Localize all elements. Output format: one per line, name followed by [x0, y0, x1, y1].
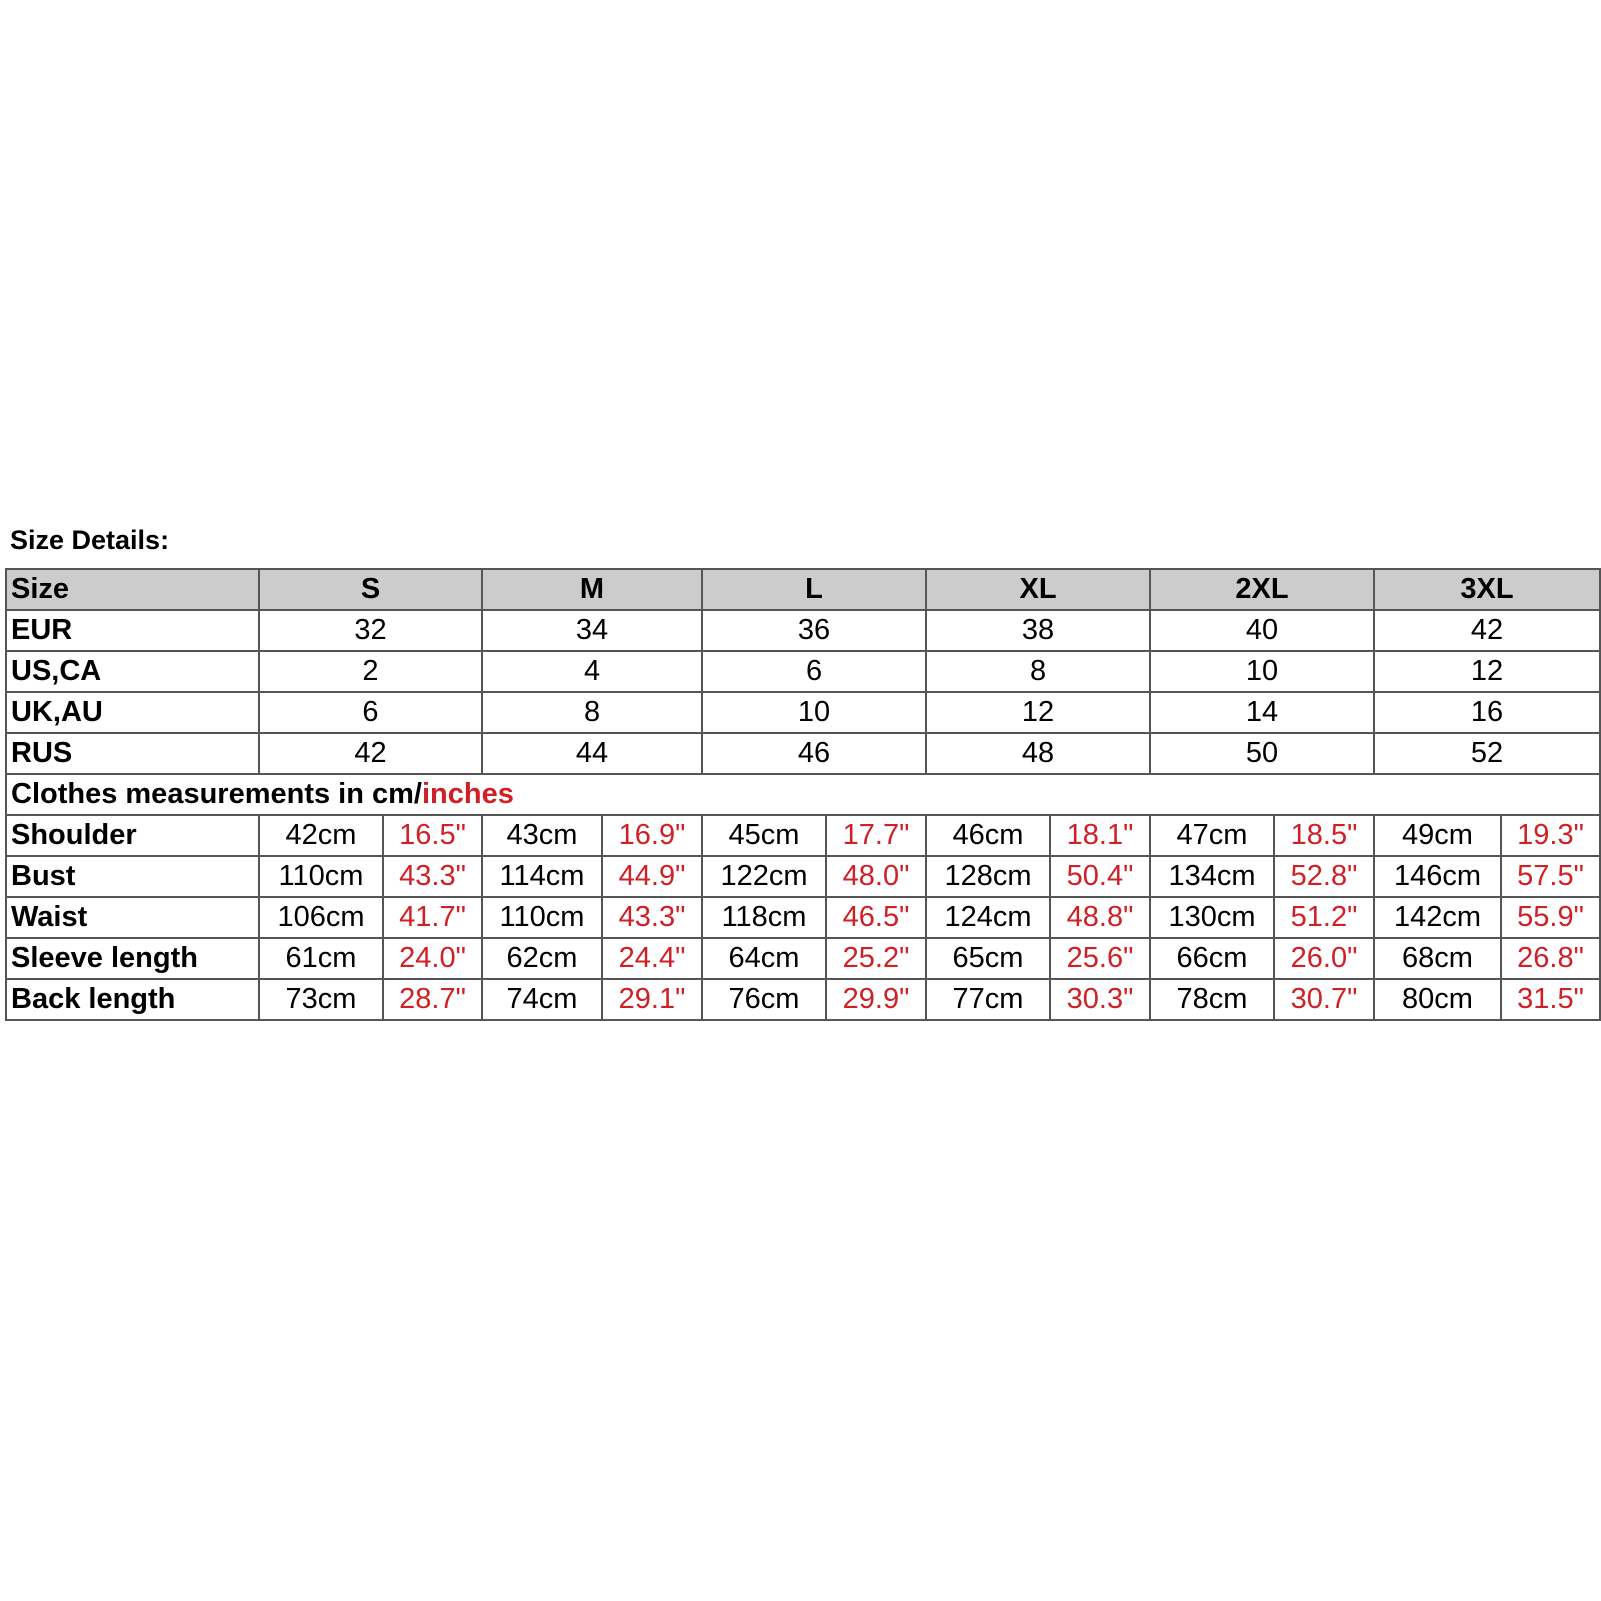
cm-cell: 110cm	[482, 897, 602, 938]
conversion-row	[6, 733, 1600, 774]
row-label: EUR	[6, 610, 259, 651]
conversion-cell: 6	[702, 651, 926, 692]
size-header-s: S	[259, 569, 482, 610]
inch-cell: 25.2"	[826, 938, 926, 979]
row-label: RUS	[6, 733, 259, 774]
cm-cell: 64cm	[702, 938, 826, 979]
section-text: Clothes measurements in cm/	[11, 778, 422, 810]
cm-cell: 114cm	[482, 856, 602, 897]
inch-cell: 17.7"	[826, 815, 926, 856]
row-label: Back length	[6, 979, 259, 1020]
cm-cell: 73cm	[259, 979, 383, 1020]
cm-cell: 47cm	[1150, 815, 1274, 856]
cm-cell: 43cm	[482, 815, 602, 856]
conversion-cell: 34	[482, 610, 702, 651]
inch-cell: 51.2"	[1274, 897, 1374, 938]
inch-cell: 41.7"	[383, 897, 482, 938]
size-header-2xl: 2XL	[1150, 569, 1374, 610]
section-row	[6, 774, 1600, 815]
conversion-cell: 50	[1150, 733, 1374, 774]
row-label: Bust	[6, 856, 259, 897]
inch-cell: 28.7"	[383, 979, 482, 1020]
conversion-cell: 6	[259, 692, 482, 733]
size-header-xl: XL	[926, 569, 1150, 610]
cm-cell: 78cm	[1150, 979, 1274, 1020]
cm-cell: 76cm	[702, 979, 826, 1020]
cm-cell: 118cm	[702, 897, 826, 938]
cm-cell: 77cm	[926, 979, 1050, 1020]
conversion-cell: 8	[926, 651, 1150, 692]
conversion-cell: 42	[1374, 610, 1600, 651]
cm-cell: 45cm	[702, 815, 826, 856]
cm-cell: 124cm	[926, 897, 1050, 938]
inch-cell: 24.0"	[383, 938, 482, 979]
conversion-cell: 2	[259, 651, 482, 692]
inch-cell: 18.1"	[1050, 815, 1150, 856]
inch-cell: 16.5"	[383, 815, 482, 856]
section-heading	[6, 774, 1600, 815]
measurement-row	[6, 979, 1600, 1020]
measurement-row	[6, 897, 1600, 938]
cm-cell: 134cm	[1150, 856, 1274, 897]
conversion-row	[6, 651, 1600, 692]
conversion-cell: 12	[926, 692, 1150, 733]
inch-cell: 48.0"	[826, 856, 926, 897]
inch-cell: 44.9"	[602, 856, 702, 897]
size-chart-table	[5, 568, 1601, 1021]
size-header-m: M	[482, 569, 702, 610]
conversion-cell: 40	[1150, 610, 1374, 651]
conversion-cell: 4	[482, 651, 702, 692]
inch-cell: 31.5"	[1501, 979, 1600, 1020]
conversion-cell: 10	[702, 692, 926, 733]
cm-cell: 66cm	[1150, 938, 1274, 979]
inch-cell: 55.9"	[1501, 897, 1600, 938]
inch-cell: 30.3"	[1050, 979, 1150, 1020]
inch-cell: 52.8"	[1274, 856, 1374, 897]
cm-cell: 106cm	[259, 897, 383, 938]
header-row	[6, 569, 1600, 610]
conversion-cell: 36	[702, 610, 926, 651]
conversion-cell: 44	[482, 733, 702, 774]
conversion-row	[6, 610, 1600, 651]
conversion-cell: 42	[259, 733, 482, 774]
cm-cell: 46cm	[926, 815, 1050, 856]
conversion-cell: 46	[702, 733, 926, 774]
measurement-row	[6, 815, 1600, 856]
row-label: Sleeve length	[6, 938, 259, 979]
inch-cell: 29.1"	[602, 979, 702, 1020]
inch-cell: 18.5"	[1274, 815, 1374, 856]
conversion-cell: 38	[926, 610, 1150, 651]
conversion-cell: 32	[259, 610, 482, 651]
measurement-row	[6, 856, 1600, 897]
cm-cell: 122cm	[702, 856, 826, 897]
cm-cell: 49cm	[1374, 815, 1501, 856]
inch-cell: 26.8"	[1501, 938, 1600, 979]
conversion-row	[6, 692, 1600, 733]
row-label: Shoulder	[6, 815, 259, 856]
inch-cell: 46.5"	[826, 897, 926, 938]
conversion-cell: 8	[482, 692, 702, 733]
cm-cell: 61cm	[259, 938, 383, 979]
section-highlight: inches	[421, 778, 514, 810]
inch-cell: 25.6"	[1050, 938, 1150, 979]
conversion-cell: 52	[1374, 733, 1600, 774]
cm-cell: 42cm	[259, 815, 383, 856]
conversion-cell: 12	[1374, 651, 1600, 692]
cm-cell: 65cm	[926, 938, 1050, 979]
cm-cell: 62cm	[482, 938, 602, 979]
conversion-cell: 48	[926, 733, 1150, 774]
cm-cell: 128cm	[926, 856, 1050, 897]
conversion-cell: 10	[1150, 651, 1374, 692]
header-label: Size	[6, 569, 259, 610]
cm-cell: 68cm	[1374, 938, 1501, 979]
row-label: US,CA	[6, 651, 259, 692]
inch-cell: 26.0"	[1274, 938, 1374, 979]
conversion-cell: 14	[1150, 692, 1374, 733]
inch-cell: 48.8"	[1050, 897, 1150, 938]
row-label: Waist	[6, 897, 259, 938]
inch-cell: 57.5"	[1501, 856, 1600, 897]
cm-cell: 110cm	[259, 856, 383, 897]
conversion-cell: 16	[1374, 692, 1600, 733]
inch-cell: 50.4"	[1050, 856, 1150, 897]
size-header-3xl: 3XL	[1374, 569, 1600, 610]
inch-cell: 16.9"	[602, 815, 702, 856]
inch-cell: 29.9"	[826, 979, 926, 1020]
cm-cell: 130cm	[1150, 897, 1274, 938]
inch-cell: 24.4"	[602, 938, 702, 979]
size-header-l: L	[702, 569, 926, 610]
cm-cell: 74cm	[482, 979, 602, 1020]
row-label: UK,AU	[6, 692, 259, 733]
page-title: Size Details:	[10, 525, 170, 555]
cm-cell: 80cm	[1374, 979, 1501, 1020]
inch-cell: 43.3"	[602, 897, 702, 938]
inch-cell: 19.3"	[1501, 815, 1600, 856]
inch-cell: 43.3"	[383, 856, 482, 897]
inch-cell: 30.7"	[1274, 979, 1374, 1020]
measurement-row	[6, 938, 1600, 979]
cm-cell: 142cm	[1374, 897, 1501, 938]
cm-cell: 146cm	[1374, 856, 1501, 897]
